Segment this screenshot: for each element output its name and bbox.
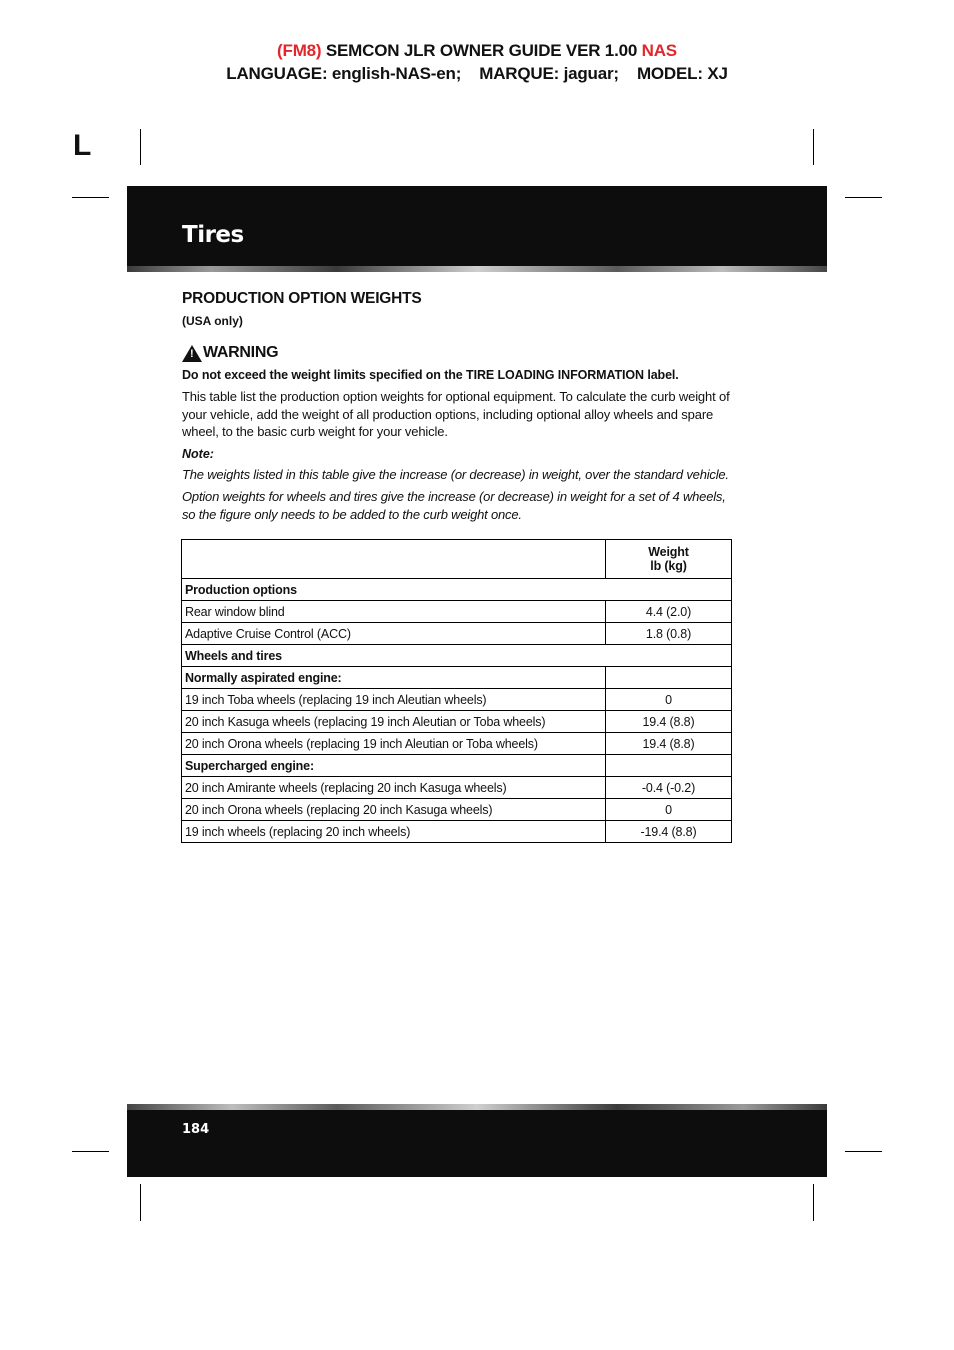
table-row [182, 755, 732, 777]
crop-mark [72, 1151, 109, 1152]
table-row [182, 799, 732, 821]
table-row [182, 777, 732, 799]
table-cell-label: 20 inch Orona wheels (replacing 20 inch Kasuga wheels) [182, 799, 606, 821]
table-cell-label: 20 inch Kasuga wheels (replacing 19 inch Aleutian or Toba wheels) [182, 711, 606, 733]
footer-banner [127, 1104, 827, 1177]
crop-mark-letter: L [73, 129, 92, 162]
table-cell-weight: -19.4 (8.8) [606, 821, 732, 843]
page-number: 184 [182, 1122, 210, 1137]
table-header-row [182, 540, 732, 579]
warning-label: WARNING [203, 344, 279, 361]
print-header-line-1 [0, 41, 954, 61]
page-heading: PRODUCTION OPTION WEIGHTS [182, 290, 422, 307]
warning-icon: ! [182, 345, 202, 362]
section-title: Tires [182, 222, 244, 248]
table-row [182, 667, 732, 689]
main-content [182, 290, 742, 523]
table-cell-label: Normally aspirated engine: [182, 667, 606, 689]
table-cell-weight: -0.4 (-0.2) [606, 777, 732, 799]
page-subheading: (USA only) [182, 314, 243, 328]
table-cell-weight [606, 755, 732, 777]
table-cell-label: 19 inch wheels (replacing 20 inch wheels) [182, 821, 606, 843]
note-label: Note: [182, 446, 214, 461]
note-text-1: The weights listed in this table give the increase (or decrease) in weight, over the standard vehicle. [182, 466, 729, 482]
table-cell-label: Production options [182, 579, 732, 601]
table-row [182, 623, 732, 645]
crop-mark [813, 129, 814, 165]
crop-mark [845, 197, 882, 198]
table-cell-label: Wheels and tires [182, 645, 732, 667]
header-region: NAS [641, 41, 677, 60]
option-weights-table [181, 539, 732, 843]
footer-sheen [127, 1104, 827, 1110]
table-row [182, 579, 732, 601]
table-row [182, 821, 732, 843]
table-row [182, 645, 732, 667]
table-header-cell-empty [182, 540, 606, 579]
table-cell-weight: 19.4 (8.8) [606, 733, 732, 755]
table-cell-weight: 0 [606, 689, 732, 711]
table-cell-label: Rear window blind [182, 601, 606, 623]
intro-paragraph: This table list the production option weights for optional equipment. To calculate the curb weight of your vehicle, add the weight of all production options, including optional alloy wheels and spare wheel, to the basic curb weight for your vehicle. [182, 389, 730, 439]
table-header-weight: Weight lb (kg) [606, 540, 732, 579]
table-cell-weight: 1.8 (0.8) [606, 623, 732, 645]
table-cell-weight [606, 667, 732, 689]
table-cell-label: Adaptive Cruise Control (ACC) [182, 623, 606, 645]
table-row [182, 711, 732, 733]
header-title: SEMCON JLR OWNER GUIDE VER 1.00 [325, 41, 638, 60]
warning-text: Do not exceed the weight limits specified on the TIRE LOADING INFORMATION label. [182, 368, 679, 382]
print-header-line-2: LANGUAGE: english-NAS-en; MARQUE: jaguar; MODEL: XJ [226, 64, 728, 83]
table-cell-weight: 19.4 (8.8) [606, 711, 732, 733]
table-cell-label: 19 inch Toba wheels (replacing 19 inch Aleutian wheels) [182, 689, 606, 711]
crop-mark [72, 197, 109, 198]
table-row [182, 601, 732, 623]
table-row [182, 689, 732, 711]
table-cell-label: 20 inch Orona wheels (replacing 19 inch Aleutian or Toba wheels) [182, 733, 606, 755]
crop-mark [845, 1151, 882, 1152]
note-text-2: Option weights for wheels and tires give the increase (or decrease) in weight for a set of 4 wheels, so the figure only needs to be added to the curb weight once. [182, 489, 726, 522]
table-row [182, 733, 732, 755]
banner-sheen [127, 266, 827, 272]
crop-mark [140, 129, 141, 165]
table-cell-label: 20 inch Amirante wheels (replacing 20 inch Kasuga wheels) [182, 777, 606, 799]
header-tag: (FM8) [277, 41, 322, 60]
table-cell-weight: 4.4 (2.0) [606, 601, 732, 623]
crop-mark [813, 1184, 814, 1221]
table-cell-label: Supercharged engine: [182, 755, 606, 777]
crop-mark [140, 1184, 141, 1221]
table-cell-weight: 0 [606, 799, 732, 821]
warning-banner [182, 342, 742, 364]
